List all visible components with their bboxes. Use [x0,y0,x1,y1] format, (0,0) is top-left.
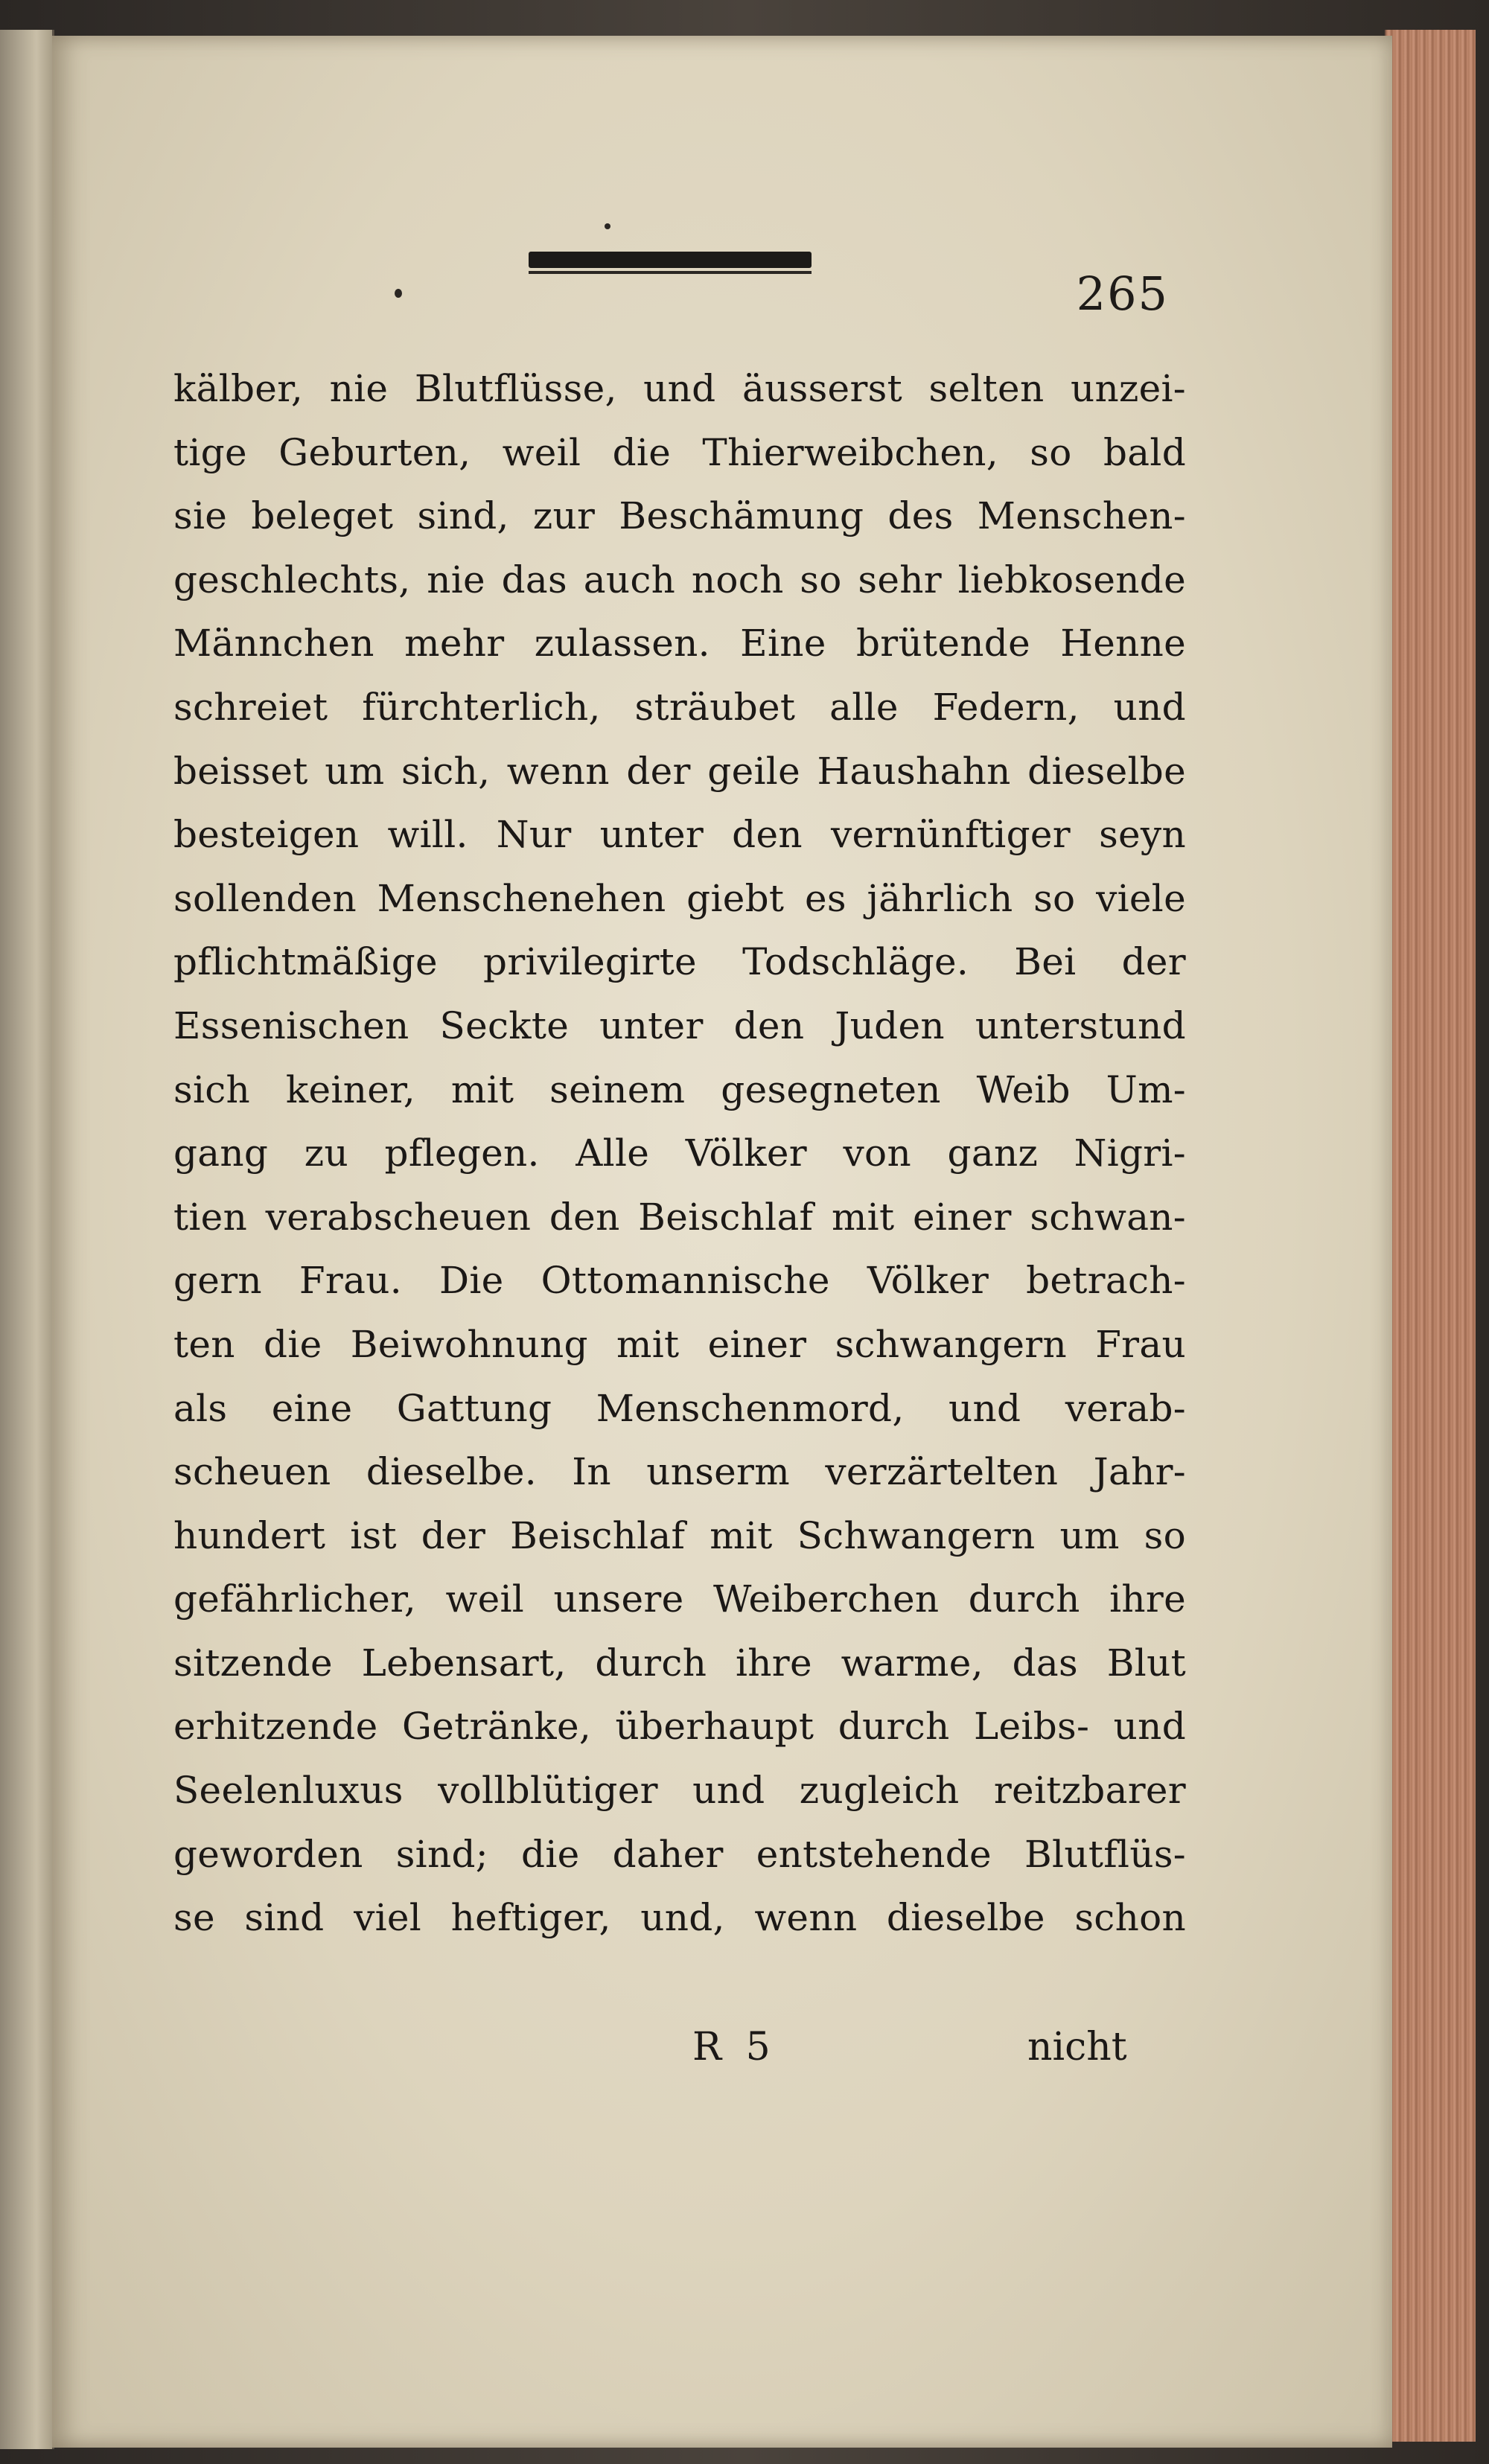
catchword: nicht [1027,2025,1127,2069]
text-line: scheuen dieselbe. In unserm verzärtelten Jahr- [173,1450,1186,1494]
text-line: schreiet fürchterlich, sträubet alle Federn, und [173,685,1186,729]
page-edges [1385,30,1476,2442]
text-line: Essenischen Seckte unter den Juden unterstund [173,1003,1186,1047]
signature-mark: R 5 [692,2025,777,2069]
ink-dot [605,223,610,229]
text-line: als eine Gattung Menschenmord, und verab- [173,1386,1186,1430]
ink-dot [395,289,402,298]
text-line: geschlechts, nie das auch noch so sehr liebkosende [173,558,1186,601]
text-line: sollenden Menschenehen giebt es jährlich so viele [173,876,1186,920]
text-line: tige Geburten, weil die Thierweibchen, so bald [173,430,1186,474]
text-line: se sind viel heftiger, und, wenn dieselbe schon [173,1896,1186,1940]
text-line: hundert ist der Beischlaf mit Schwangern um so [173,1513,1186,1557]
text-line: gefährlicher, weil unsere Weiberchen durch ihre [173,1577,1186,1621]
text-line: geworden sind; die daher entstehende Blutflüs- [173,1832,1186,1876]
text-line: sich keiner, mit seinem gesegneten Weib Um- [173,1067,1186,1111]
text-line: pflichtmäßige privilegirte Todschläge. Bei der [173,940,1186,984]
page-number: 265 [1076,266,1169,321]
text-line: besteigen will. Nur unter den vernünftiger seyn [173,813,1186,857]
text-line: Seelenluxus vollblütiger und zugleich reitzbarer [173,1769,1186,1813]
text-line: sie beleget sind, zur Beschämung des Menschen- [173,494,1186,538]
text-line: gang zu pflegen. Alle Völker von ganz Nigri- [173,1132,1186,1175]
text-line: beisset um sich, wenn der geile Haushahn dieselbe [173,749,1186,793]
text-line: tien verabscheuen den Beischlaf mit einer schwan- [173,1195,1186,1239]
body-text [173,357,1186,1950]
text-line: kälber, nie Blutflüsse, und äusserst selten unzei- [173,367,1186,410]
text-line: erhitzende Getränke, überhaupt durch Leibs- und [173,1705,1186,1749]
text-line: ten die Beiwohnung mit einer schwangern Frau [173,1322,1186,1366]
header-rule [529,252,812,268]
text-line: gern Frau. Die Ottomannische Völker betrach- [173,1259,1186,1303]
text-line: sitzende Lebensart, durch ihre warme, das Blut [173,1641,1186,1685]
text-line: Männchen mehr zulassen. Eine brütende Henne [173,622,1186,666]
facing-page-edge [0,30,54,2449]
